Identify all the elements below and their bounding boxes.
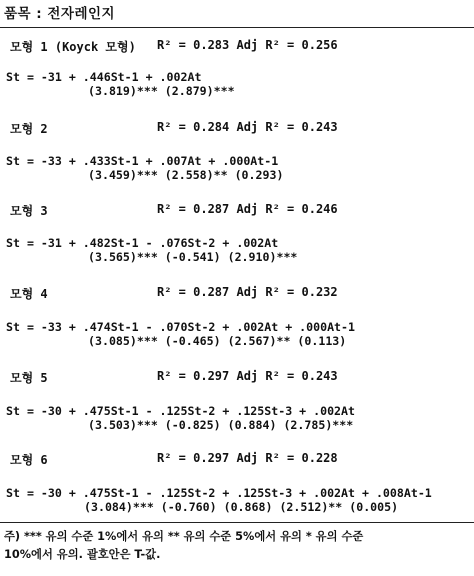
top-divider — [0, 27, 474, 28]
model-1-label: 모형 1 (Koyck 모형) — [10, 40, 136, 54]
model-5-equation: St = -30 + .475St-1 - .125St-2 + .125St-3 + .002At — [6, 404, 356, 418]
model-2-tvalues: (3.459)*** (2.558)** (0.293) — [88, 168, 284, 182]
model-5-label: 모형 5 — [10, 371, 48, 385]
model-3-stats: R² = 0.287 Adj R² = 0.246 — [157, 202, 338, 216]
model-3-equation: St = -31 + .482St-1 - .076St-2 + .002At — [6, 236, 279, 250]
model-1-equation: St = -31 + .446St-1 + .002At — [6, 70, 202, 84]
model-4-equation: St = -33 + .474St-1 - .070St-2 + .002At + .000At-1 — [6, 320, 356, 334]
model-5-stats: R² = 0.297 Adj R² = 0.243 — [157, 369, 338, 383]
model-6-stats: R² = 0.297 Adj R² = 0.228 — [157, 451, 338, 465]
model-3-label: 모형 3 — [10, 204, 48, 218]
footnote-line-2: 10%에서 유의. 괄호안은 T-값. — [4, 548, 161, 561]
model-3-tvalues: (3.565)*** (-0.541) (2.910)*** — [88, 250, 298, 264]
model-6-tvalues: (3.084)*** (-0.760) (0.868) (2.512)** (0.005) — [84, 500, 399, 514]
footnote-line-1: 주) *** 유의 수준 1%에서 유의 ** 유의 수준 5%에서 유의 * 유의 수준 — [4, 530, 364, 543]
model-2-label: 모형 2 — [10, 122, 48, 136]
page-title: 품목 : 전자레인지 — [4, 6, 116, 22]
model-4-tvalues: (3.085)*** (-0.465) (2.567)** (0.113) — [88, 334, 347, 348]
model-2-stats: R² = 0.284 Adj R² = 0.243 — [157, 120, 338, 134]
model-5-tvalues: (3.503)*** (-0.825) (0.884) (2.785)*** — [88, 418, 354, 432]
model-1-tvalues: (3.819)*** (2.879)*** — [88, 84, 235, 98]
model-1-stats: R² = 0.283 Adj R² = 0.256 — [157, 38, 338, 52]
model-2-equation: St = -33 + .433St-1 + .007At + .000At-1 — [6, 154, 279, 168]
model-4-label: 모형 4 — [10, 287, 48, 301]
model-4-stats: R² = 0.287 Adj R² = 0.232 — [157, 285, 338, 299]
model-6-equation: St = -30 + .475St-1 - .125St-2 + .125St-3 + .002At + .008At-1 — [6, 486, 432, 500]
bottom-divider — [0, 522, 474, 523]
model-6-label: 모형 6 — [10, 453, 48, 467]
